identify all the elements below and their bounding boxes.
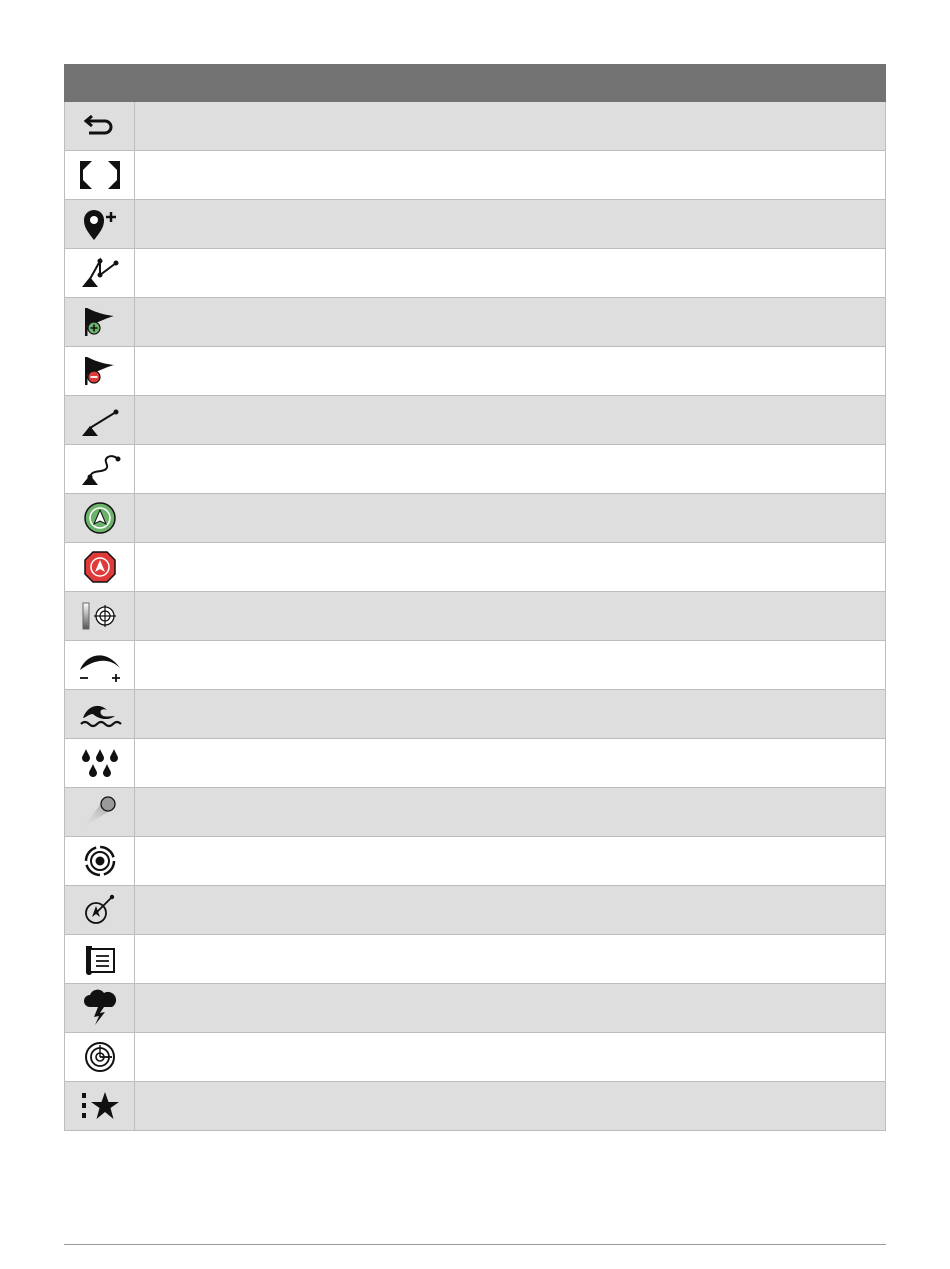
row-description [135,249,886,298]
table-row [65,1033,886,1082]
full-screen-icon [78,159,122,191]
add-waypoint-icon [80,206,120,242]
chart-document-icon [80,941,120,977]
rain-clutter-icon [78,745,122,781]
bearing-icon [82,892,118,928]
straight-navigation-icon [78,402,122,438]
flag-add-icon [80,304,120,340]
row-description [135,298,886,347]
table-row [65,445,886,494]
row-description [135,543,886,592]
back-arrow-icon [80,108,120,144]
table-row [65,788,886,837]
table-row [65,1082,886,1131]
sea-clutter-icon [77,696,123,732]
target-icon [82,843,118,879]
route-icon [78,255,122,291]
header-icon-column [65,65,135,102]
table-row [65,249,886,298]
favorites-icon [78,1088,122,1124]
table-row [65,396,886,445]
table-row [65,347,886,396]
row-description [135,641,886,690]
row-description [135,102,886,151]
row-description [135,151,886,200]
table-row [65,739,886,788]
row-description [135,984,886,1033]
table-row [65,641,886,690]
table-row [65,494,886,543]
header-description-column [135,65,886,102]
icon-table [64,64,886,1131]
table-row [65,592,886,641]
row-description [135,1033,886,1082]
table-row [65,690,886,739]
row-description [135,396,886,445]
stop-navigation-icon [82,549,118,585]
row-description [135,788,886,837]
row-description [135,445,886,494]
row-description [135,592,886,641]
table-row [65,935,886,984]
row-description [135,200,886,249]
storm-icon [82,989,118,1027]
echo-trail-icon [78,794,122,830]
row-description [135,739,886,788]
table-row [65,298,886,347]
gain-sensitivity-icon [80,598,120,634]
table-row [65,543,886,592]
radar-icon [82,1039,118,1075]
track-icon [78,451,122,487]
curve-adjust-icon [76,646,124,684]
table-row [65,200,886,249]
row-description [135,837,886,886]
table-header-row [65,65,886,102]
table-row [65,102,886,151]
row-description [135,690,886,739]
row-description [135,1082,886,1131]
table-row [65,151,886,200]
start-navigation-icon [82,500,118,536]
table-row [65,886,886,935]
row-description [135,494,886,543]
row-description [135,935,886,984]
table-row [65,837,886,886]
flag-remove-icon [80,353,120,389]
table-row [65,984,886,1033]
footer-divider [64,1244,886,1245]
row-description [135,347,886,396]
row-description [135,886,886,935]
